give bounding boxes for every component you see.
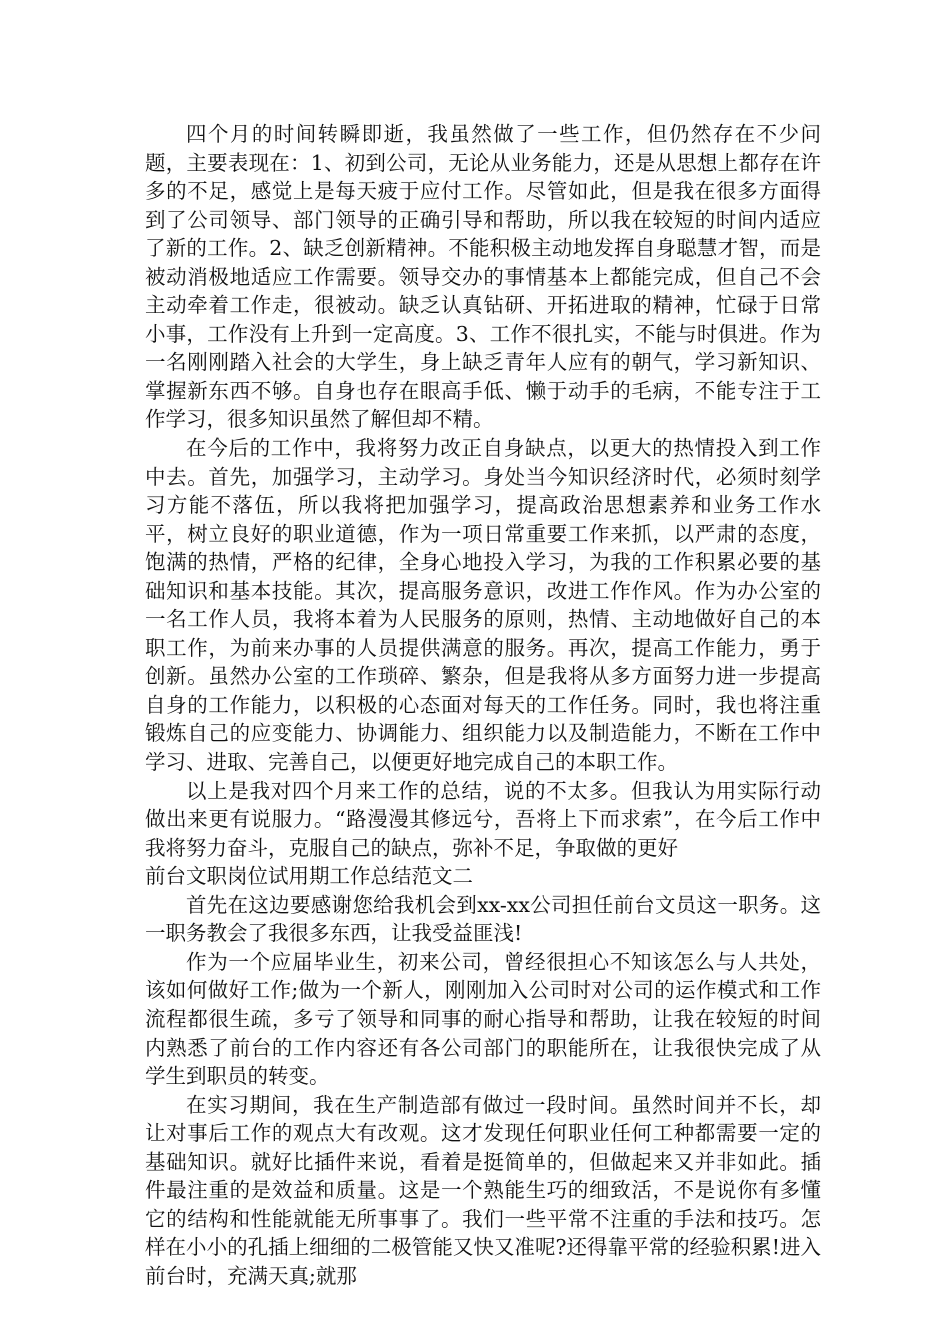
section-heading: 前台文职岗位试用期工作总结范文二 (145, 864, 473, 889)
paragraph-thanks: 首先在这边要感谢您给我机会到xx-xx公司担任前台文员这一职务。这一职务教会了我很多东西，让我受益匪浅! (145, 892, 821, 946)
paragraph-internship: 在实习期间，我在生产制造部有做过一段时间。虽然时间并不长，却让对事后工作的观点大有改观。这才发现任何职业任何工种都需要一定的基础知识。就好比插件来说，看着是挺简单的，但做起来又并非如此。插件最注重的是效益和质量。这是一个熟能生巧的细致活，不是说你有多懂它的结构和性能就能无所事事了。我们一些平常不注重的手法和技巧。怎样在小小的孔插上细细的二极管能又快又准呢?还得靠平常的经验积累!进入前台时，充满天真;就那 (145, 1092, 821, 1288)
document-body (145, 120, 821, 1290)
paragraph-graduate: 作为一个应届毕业生，初来公司，曾经很担心不知该怎么与人共处，该如何做好工作;做为一个新人，刚刚加入公司时对公司的运作模式和工作流程都很生疏，多亏了领导和同事的耐心指导和帮助，让我在较短的时间内熟悉了前台的工作内容还有各公司部门的职能所在，让我很快完成了从学生到职员的转变。 (145, 949, 821, 1089)
paragraph-conclusion: 以上是我对四个月来工作的总结，说的不太多。但我认为用实际行动做出来更有说服力。“路漫漫其修远兮，吾将上下而求索”，在今后工作中我将努力奋斗，克服自己的缺点，弥补不足，争取做的更好 (145, 778, 821, 860)
paragraph-future-plans: 在今后的工作中，我将努力改正自身缺点，以更大的热情投入到工作中去。首先，加强学习，主动学习。身处当今知识经济时代，必须时刻学习方能不落伍，所以我将把加强学习，提高政治思想素养和业务工作水平，树立良好的职业道德，作为一项日常重要工作来抓，以严肃的态度，饱满的热情，严格的纪律，全身心地投入学习，为我的工作积累必要的基础知识和基本技能。其次，提高服务意识，改进工作作风。作为办公室的一名工作人员，我将本着为人民服务的原则，热情、主动地做好自己的本职工作，为前来办事的人员提供满意的服务。再次，提高工作能力，勇于创新。虽然办公室的工作琐碎、繁杂，但是我将从多方面努力进一步提高自身的工作能力，以积极的心态面对每天的工作任务。同时，我也将注重锻炼自己的应变能力、协调能力、组织能力以及制造能力，不断在工作中学习、进取、完善自己，以便更好地完成自己的本职工作。 (145, 436, 821, 775)
paragraph-shortcomings: 四个月的时间转瞬即逝，我虽然做了一些工作，但仍然存在不少问题，主要表现在：1、初到公司，无论从业务能力，还是从思想上都存在许多的不足，感觉上是每天疲于应付工作。尽管如此，但是我在很多方面得到了公司领导、部门领导的正确引导和帮助，所以我在较短的时间内适应了新的工作。2、缺乏创新精神。不能积极主动地发挥自身聪慧才智，而是被动消极地适应工作需要。领导交办的事情基本上都能完成，但自己不会主动牵着工作走，很被动。缺乏认真钻研、开拓进取的精神，忙碌于日常小事，工作没有上升到一定高度。3、工作不很扎实，不能与时俱进。作为一名刚刚踏入社会的大学生，身上缺乏青年人应有的朝气，学习新知识、掌握新东西不够。自身也存在眼高手低、懒于动手的毛病，不能专注于工作学习，很多知识虽然了解但却不精。 (145, 122, 821, 432)
